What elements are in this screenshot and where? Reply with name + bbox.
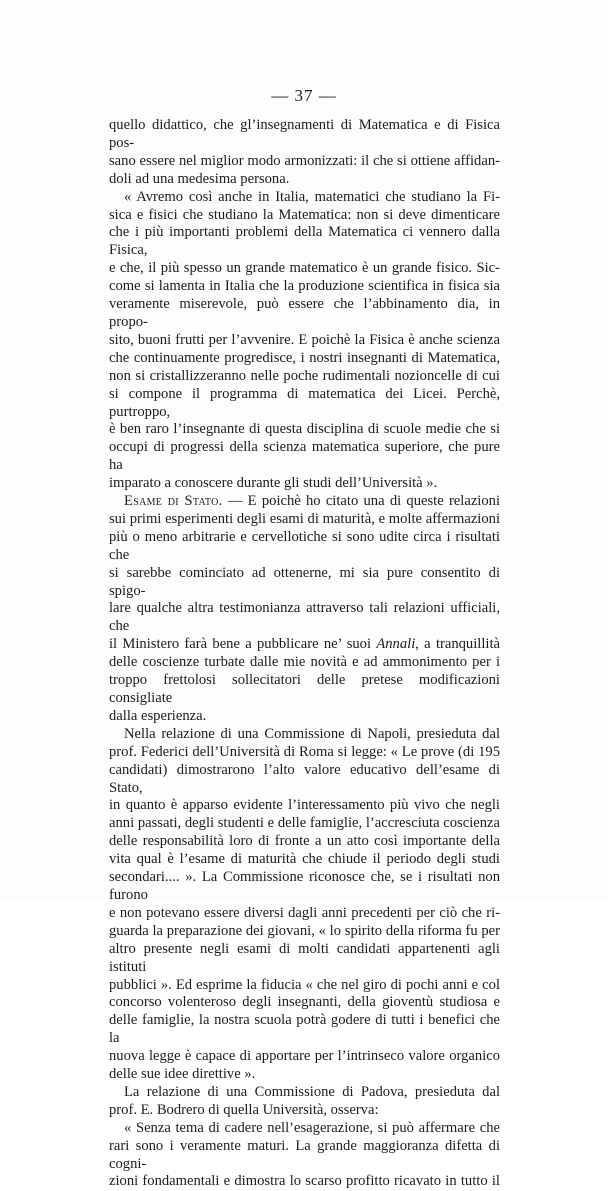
- section-heading: Esame di Stato.: [124, 493, 223, 510]
- text-line: che i più importanti problemi della Matematica ci vennero dalla Fisica,: [109, 224, 500, 259]
- page-number: — 37 —: [271, 86, 337, 105]
- text-line: secondari.... ». La Commissione riconosce che, se i risultati non furono: [109, 869, 500, 903]
- text-line: veramente miserevole, può essere che l’abbinamento dia, in propo-: [109, 296, 500, 330]
- text-line: La relazione di una Commissione di Padova, presieduta dal: [124, 1083, 500, 1100]
- text-line: delle coscienze turbate dalle mie novità e ad ammonimento per i: [109, 654, 500, 671]
- text-line: rari sono i veramente maturi. La grande maggioranza difetta di cogni-: [109, 1137, 500, 1172]
- text-line: si sarebbe cominciato ad ottenerne, mi sia pure consentito di spigo-: [109, 564, 500, 599]
- text-line: Nella relazione di una Commissione di Napoli, presieduta dal: [124, 725, 500, 742]
- text-line: troppo frettolosi sollecitatori delle pretese modificazioni consigliate: [109, 672, 500, 706]
- text-line: lare qualche altra testimonianza attraverso tali relazioni ufficiali, che: [109, 600, 500, 635]
- paragraph-2: [109, 189, 500, 493]
- text-line: sano essere nel miglior modo armonizzati: il che si ottiene affidan-: [109, 152, 500, 169]
- text-fragment: il Ministero farà bene a pubblicare ne’ suoi: [109, 636, 372, 653]
- paragraph-3: [109, 493, 500, 726]
- text-line: doli ad una medesima persona.: [109, 170, 290, 187]
- text-line: più o meno arbitrarie e cervellotiche si sono udite circa i risultati che: [109, 528, 500, 563]
- text-line: imparato a conoscere durante gli studi dell’Università ».: [109, 475, 438, 492]
- text-line: come si lamenta in Italia che la produzione scientifica in fisica sia: [109, 278, 500, 295]
- paragraph-6: [109, 1120, 500, 1191]
- text-fragment: — E poichè ho citato una di queste relazioni: [222, 493, 500, 510]
- text-line: delle famiglie, la nostra scuola potrà godere di tutti i benefici che la: [109, 1012, 500, 1047]
- text-line: sui primi esperimenti degli esami di maturità, e molte affermazioni: [109, 510, 500, 527]
- text-line: concorso volenteroso degli insegnanti, della gioventù studiosa e: [109, 994, 500, 1011]
- text-line: « Avremo così anche in Italia, matematici che studiano la Fi-: [124, 188, 500, 205]
- text-line: [109, 493, 500, 511]
- text-line: sito, buoni frutti per l’avvenire. E poichè la Fisica è anche scienza: [109, 331, 500, 348]
- text-line: pubblici ». Ed esprime la fiducia « che nel giro di pochi anni e col: [109, 976, 500, 993]
- text-line: in quanto è apparso evidente l’interessamento più vivo che negli: [109, 797, 500, 814]
- text-line: dalla esperienza.: [109, 707, 207, 724]
- text-line: e non potevano essere diversi dagli anni precedenti per ciò che ri-: [109, 904, 500, 921]
- text-line: prof. E. Bodrero di quella Università, osserva:: [109, 1101, 379, 1118]
- text-line: nuova legge è capace di apportare per l’intrinseco valore organico: [109, 1048, 500, 1065]
- text-line: non si cristallizzeranno nelle poche rudimentali nozioncelle di cui: [109, 367, 500, 384]
- text-line: è ben raro l’insegnante di questa disciplina di scuole medie che si: [109, 421, 500, 438]
- text-line: delle sue idee direttive ».: [109, 1066, 256, 1083]
- paragraph-1: [109, 117, 500, 189]
- body-text: [109, 117, 500, 1191]
- text-line: che continuamente progredisce, i nostri insegnanti di Matematica,: [109, 349, 500, 366]
- italic-word: Annali: [376, 636, 416, 653]
- text-line: anni passati, degli studenti e delle famiglie, l’accresciuta coscienza: [109, 815, 500, 832]
- text-line: zioni fondamentali e dimostra lo scarso profitto ricavato in tutto il: [109, 1173, 500, 1190]
- text-line: occupi di progressi della scienza matematica superiore, che pure ha: [109, 439, 500, 474]
- text-line: si compone il programma di matematica dei Licei. Perchè, purtroppo,: [109, 385, 500, 420]
- text-line: prof. Federici dell’Università di Roma si legge: « Le prove (di 195: [109, 743, 500, 760]
- text-line: quello didattico, che gl’insegnamenti di Matematica e di Fisica pos-: [109, 117, 500, 151]
- text-line: « Senza tema di cadere nell’esagerazione, si può affermare che: [124, 1119, 500, 1136]
- text-fragment: , a tranquillità: [415, 636, 500, 653]
- text-line: sica e fisici che studiano la Matematica: non si deve dimenticare: [109, 206, 500, 223]
- text-line: [109, 636, 500, 654]
- paragraph-4: [109, 726, 500, 1084]
- text-line: vita qual è l’esame di maturità che chiude il periodo degli studi: [109, 851, 500, 868]
- text-line: altro presente negli esami di molti candidati appartenenti agli istituti: [109, 940, 500, 975]
- text-line: delle responsabilità loro di fronte a un atto così importante della: [109, 833, 500, 850]
- text-line: guarda la preparazione dei giovani, « lo spirito della riforma fu per: [109, 922, 500, 939]
- paragraph-5: [109, 1084, 500, 1120]
- text-line: e che, il più spesso un grande matematico è un grande fisico. Sic-: [109, 260, 500, 277]
- text-line: candidati) dimostrarono l’alto valore educativo dell’esame di Stato,: [109, 761, 500, 796]
